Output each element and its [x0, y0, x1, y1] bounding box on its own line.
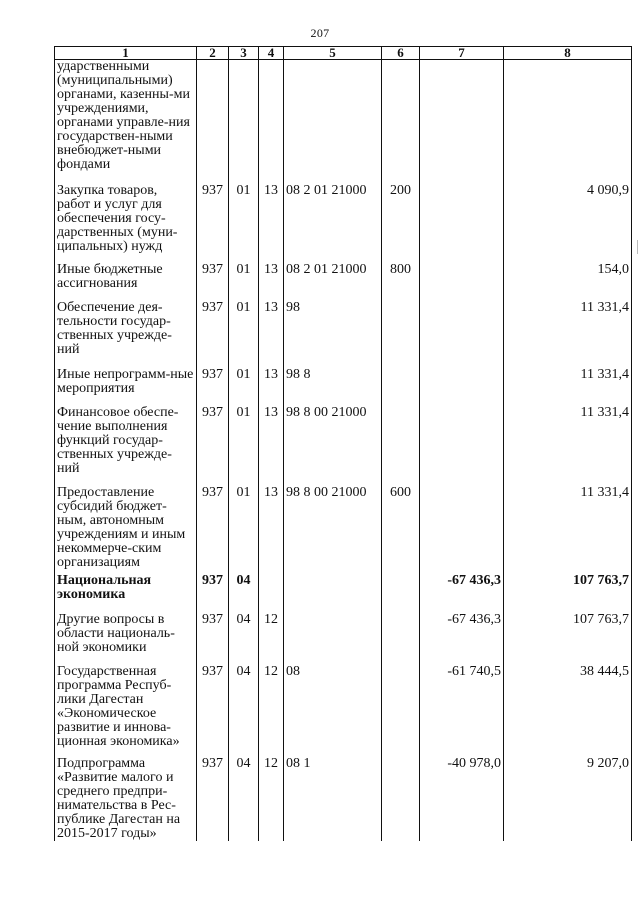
row-name: Иные непрограмм-ные мероприятия: [55, 368, 197, 406]
cell-expense-type: 600: [382, 486, 420, 574]
column-header: 5: [284, 47, 382, 60]
row-name: Обеспечение дея-тельности государ-ственных учрежде-ний: [55, 301, 197, 368]
cell-target-article: 08 2 01 21000: [284, 263, 382, 301]
table-row: [55, 368, 632, 406]
cell-section: 04: [229, 665, 259, 757]
cell-expense-type: [382, 757, 420, 841]
cell-expense-type: 200: [382, 184, 420, 263]
cell-target-article: 08: [284, 665, 382, 757]
cell-target-article: [284, 574, 382, 613]
cell-ministry: 937: [197, 665, 229, 757]
row-name: Предоставление субсидий бюджет-ным, автономным учреждениям и иным некоммерче-ским организациям: [55, 486, 197, 574]
cell-subsection: 12: [259, 757, 284, 841]
column-header: 2: [197, 47, 229, 60]
cell-change: -67 436,3: [420, 574, 504, 613]
cell-amount: 154,0: [504, 263, 632, 301]
table-row: [55, 184, 632, 263]
cell-subsection: [259, 574, 284, 613]
cell-target-article: 98 8 00 21000: [284, 406, 382, 486]
cell-expense-type: 800: [382, 263, 420, 301]
cell-target-article: 98: [284, 301, 382, 368]
column-header: 1: [55, 47, 197, 60]
cell-section: 01: [229, 486, 259, 574]
cell-ministry: 937: [197, 406, 229, 486]
cell-amount: 11 331,4: [504, 368, 632, 406]
cell-ministry: 937: [197, 486, 229, 574]
column-header: 6: [382, 47, 420, 60]
cell-ministry: 937: [197, 574, 229, 613]
table-row: [55, 301, 632, 368]
cell-ministry: 937: [197, 613, 229, 665]
row-name: Государственная программа Респуб-лики Дагестан «Экономическое развитие и иннова-ционная экономика»: [55, 665, 197, 757]
cell-change: [420, 60, 504, 184]
cell-amount: [504, 60, 632, 184]
cell-subsection: 13: [259, 486, 284, 574]
cell-ministry: [197, 60, 229, 184]
cell-section: [229, 60, 259, 184]
row-name: Другие вопросы в области националь-ной экономики: [55, 613, 197, 665]
cell-subsection: 12: [259, 665, 284, 757]
cell-expense-type: [382, 368, 420, 406]
cell-amount: 11 331,4: [504, 301, 632, 368]
cell-subsection: [259, 60, 284, 184]
cell-amount: 11 331,4: [504, 486, 632, 574]
cell-subsection: 13: [259, 301, 284, 368]
budget-table: [54, 46, 632, 841]
cell-amount: 107 763,7: [504, 574, 632, 613]
cell-target-article: 08 1: [284, 757, 382, 841]
cell-ministry: 937: [197, 301, 229, 368]
row-name: Национальная экономика: [55, 574, 197, 613]
cell-section: 01: [229, 301, 259, 368]
cell-amount: 4 090,9: [504, 184, 632, 263]
column-header: 8: [504, 47, 632, 60]
cell-change: [420, 301, 504, 368]
cell-change: -67 436,3: [420, 613, 504, 665]
cell-subsection: 12: [259, 613, 284, 665]
cell-expense-type: [382, 665, 420, 757]
cell-change: -40 978,0: [420, 757, 504, 841]
cell-change: -61 740,5: [420, 665, 504, 757]
cell-amount: 107 763,7: [504, 613, 632, 665]
cell-subsection: 13: [259, 184, 284, 263]
cell-target-article: [284, 60, 382, 184]
cell-section: 04: [229, 613, 259, 665]
cell-ministry: 937: [197, 757, 229, 841]
cell-section: 01: [229, 368, 259, 406]
cell-change: [420, 486, 504, 574]
cell-ministry: 937: [197, 368, 229, 406]
cell-expense-type: [382, 60, 420, 184]
cell-expense-type: [382, 301, 420, 368]
table-row: [55, 60, 632, 184]
cell-section: 01: [229, 263, 259, 301]
cell-subsection: 13: [259, 263, 284, 301]
row-name: Финансовое обеспе-чение выполнения функций государ-ственных учрежде-ний: [55, 406, 197, 486]
cell-change: [420, 184, 504, 263]
row-name: Иные бюджетные ассигнования: [55, 263, 197, 301]
row-name: ударственными (муниципальными) органами, казенны-ми учреждениями, органами управле-ния государствен-ными внебюджет-ными фондами: [55, 60, 197, 184]
table-row: [55, 757, 632, 841]
cell-expense-type: [382, 406, 420, 486]
table-row: [55, 574, 632, 613]
table-row: [55, 263, 632, 301]
cell-change: [420, 263, 504, 301]
scan-edge-mark: [637, 240, 638, 254]
cell-change: [420, 406, 504, 486]
cell-section: 04: [229, 574, 259, 613]
cell-section: 04: [229, 757, 259, 841]
table-row: [55, 665, 632, 757]
cell-amount: 11 331,4: [504, 406, 632, 486]
column-header: 4: [259, 47, 284, 60]
table-row: [55, 406, 632, 486]
cell-target-article: 08 2 01 21000: [284, 184, 382, 263]
cell-ministry: 937: [197, 263, 229, 301]
column-header: 7: [420, 47, 504, 60]
cell-target-article: [284, 613, 382, 665]
cell-amount: 9 207,0: [504, 757, 632, 841]
cell-change: [420, 368, 504, 406]
table-row: [55, 486, 632, 574]
row-name: Закупка товаров, работ и услуг для обеспечения госу-дарственных (муни-ципальных) нужд: [55, 184, 197, 263]
cell-expense-type: [382, 613, 420, 665]
table-row: [55, 613, 632, 665]
column-header: 3: [229, 47, 259, 60]
page-number: 207: [310, 26, 330, 40]
cell-target-article: 98 8 00 21000: [284, 486, 382, 574]
cell-subsection: 13: [259, 406, 284, 486]
cell-amount: 38 444,5: [504, 665, 632, 757]
cell-section: 01: [229, 406, 259, 486]
cell-target-article: 98 8: [284, 368, 382, 406]
row-name: Подпрограмма «Развитие малого и среднего предпри-нимательства в Рес-публике Дагестан на 2015-2017 годы»: [55, 757, 197, 841]
cell-section: 01: [229, 184, 259, 263]
cell-subsection: 13: [259, 368, 284, 406]
cell-expense-type: [382, 574, 420, 613]
header-row: [55, 47, 632, 60]
cell-ministry: 937: [197, 184, 229, 263]
